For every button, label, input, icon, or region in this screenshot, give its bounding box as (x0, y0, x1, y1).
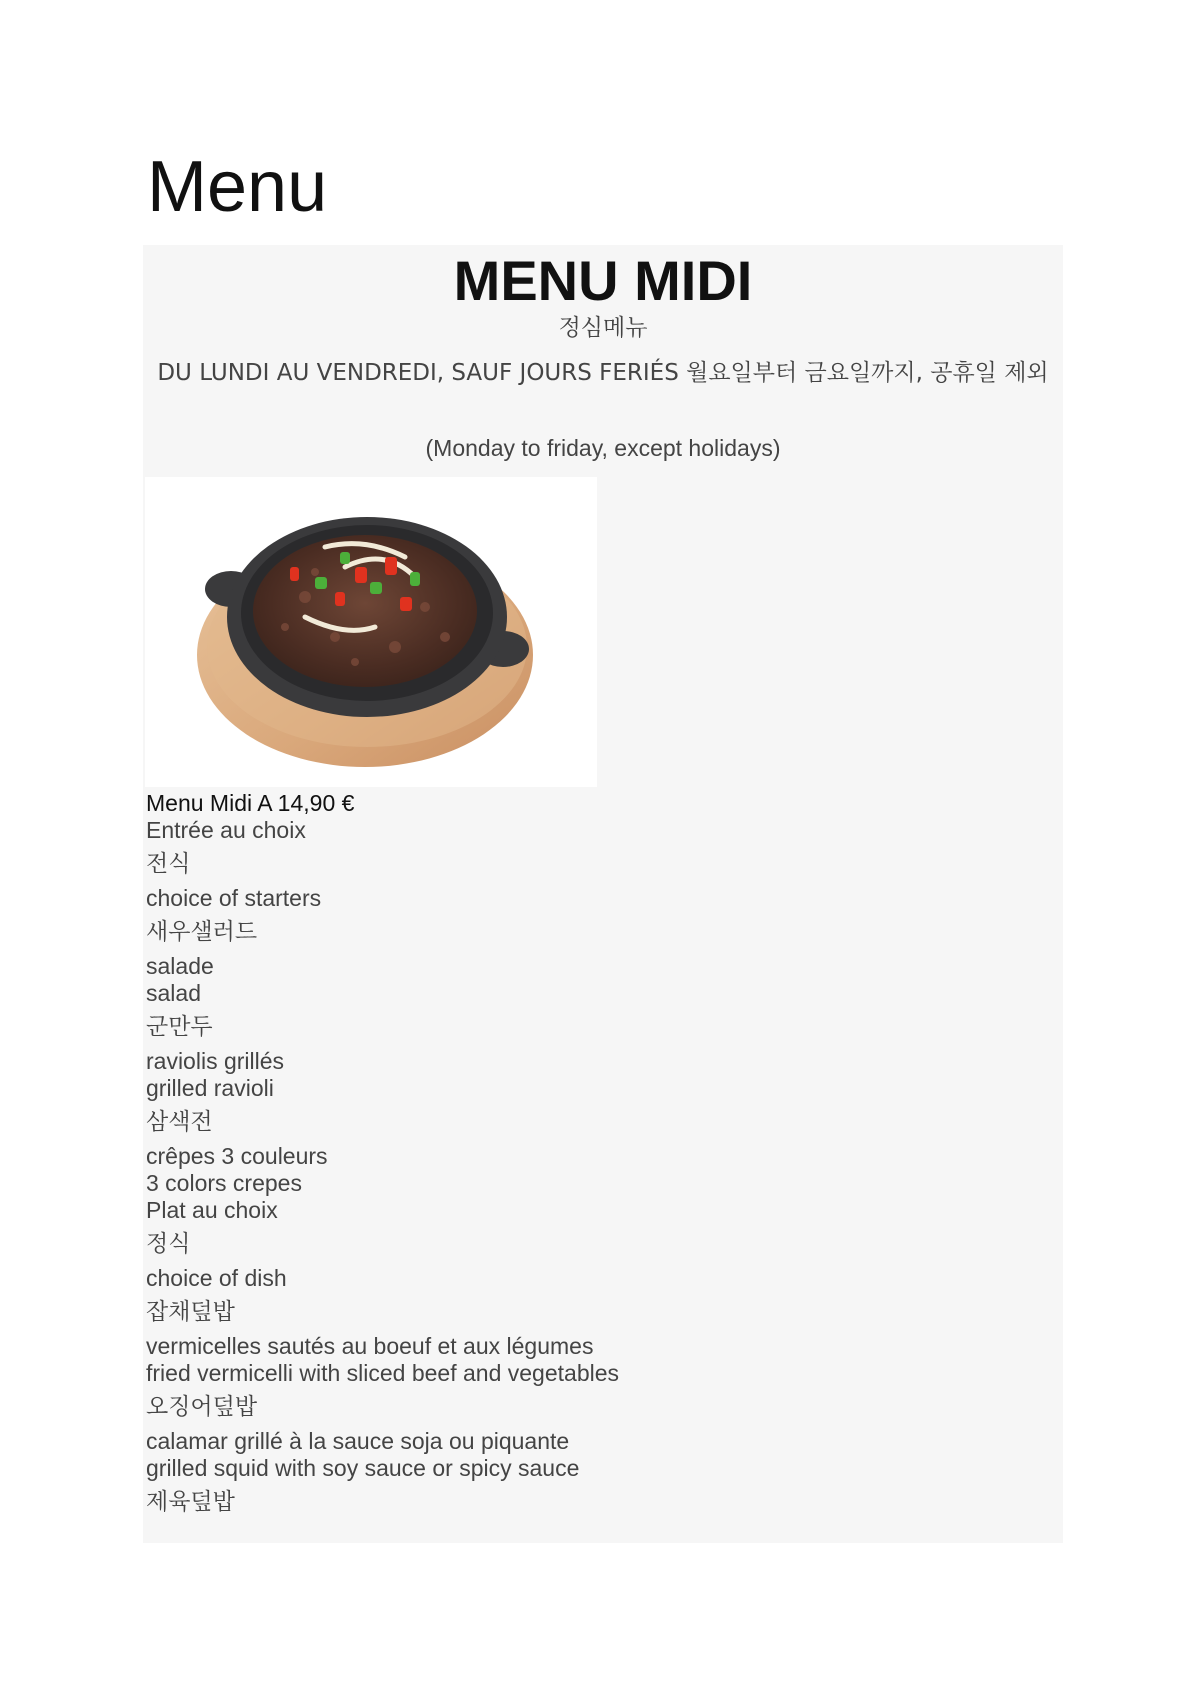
menu-line-ko: 삼색전 (146, 1109, 213, 1135)
menu-line-fr: crêpes 3 couleurs (146, 1143, 328, 1169)
menu-line-fr: Entrée au choix (146, 817, 306, 843)
menu-line-ko: 군만두 (146, 1014, 213, 1040)
menu-line-en: choice of starters (146, 885, 322, 911)
menu-items (146, 789, 1046, 1523)
menu-line-ko: 제육덮밥 (146, 1489, 235, 1515)
dish-photo (145, 477, 597, 787)
menu-availability-days: DU LUNDI AU VENDREDI, SAUF JOURS FERIÉS 월요일부터 금요일까지, 공휴일 제외 (157, 360, 1049, 386)
menu-line-en: grilled squid with soy sauce or spicy sauce (146, 1455, 580, 1481)
bulgogi-skillet-image (145, 477, 597, 787)
menu-line-en: grilled ravioli (146, 1075, 274, 1101)
menu-line-ko: 오징어덮밥 (146, 1394, 258, 1420)
menu-line-fr: salade (146, 953, 214, 979)
menu-line-fr: Plat au choix (146, 1197, 278, 1223)
menu-line-fr: vermicelles sautés au boeuf et aux légumes (146, 1333, 594, 1359)
menu-line-fr: calamar grillé à la sauce soja ou piquante (146, 1428, 570, 1454)
page-title: Menu (147, 147, 328, 227)
menu-midi-panel (143, 245, 1063, 1543)
menu-availability-english: (Monday to friday, except holidays) (425, 435, 781, 461)
menu-set-title: Menu Midi A 14,90 € (146, 790, 355, 816)
menu-line-fr: raviolis grillés (146, 1048, 285, 1074)
menu-line-ko: 새우샐러드 (146, 919, 258, 945)
menu-line-ko: 잡채덮밥 (146, 1299, 235, 1325)
menu-subtitle-korean: 정심메뉴 (558, 315, 648, 341)
menu-line-ko: 정식 (146, 1231, 191, 1257)
menu-line-ko: 전식 (146, 851, 191, 877)
menu-line-en: choice of dish (146, 1265, 287, 1291)
menu-heading: MENU MIDI (453, 249, 753, 312)
menu-line-en: salad (146, 980, 201, 1006)
menu-line-en: 3 colors crepes (146, 1170, 302, 1196)
menu-line-en: fried vermicelli with sliced beef and vegetables (146, 1360, 620, 1386)
